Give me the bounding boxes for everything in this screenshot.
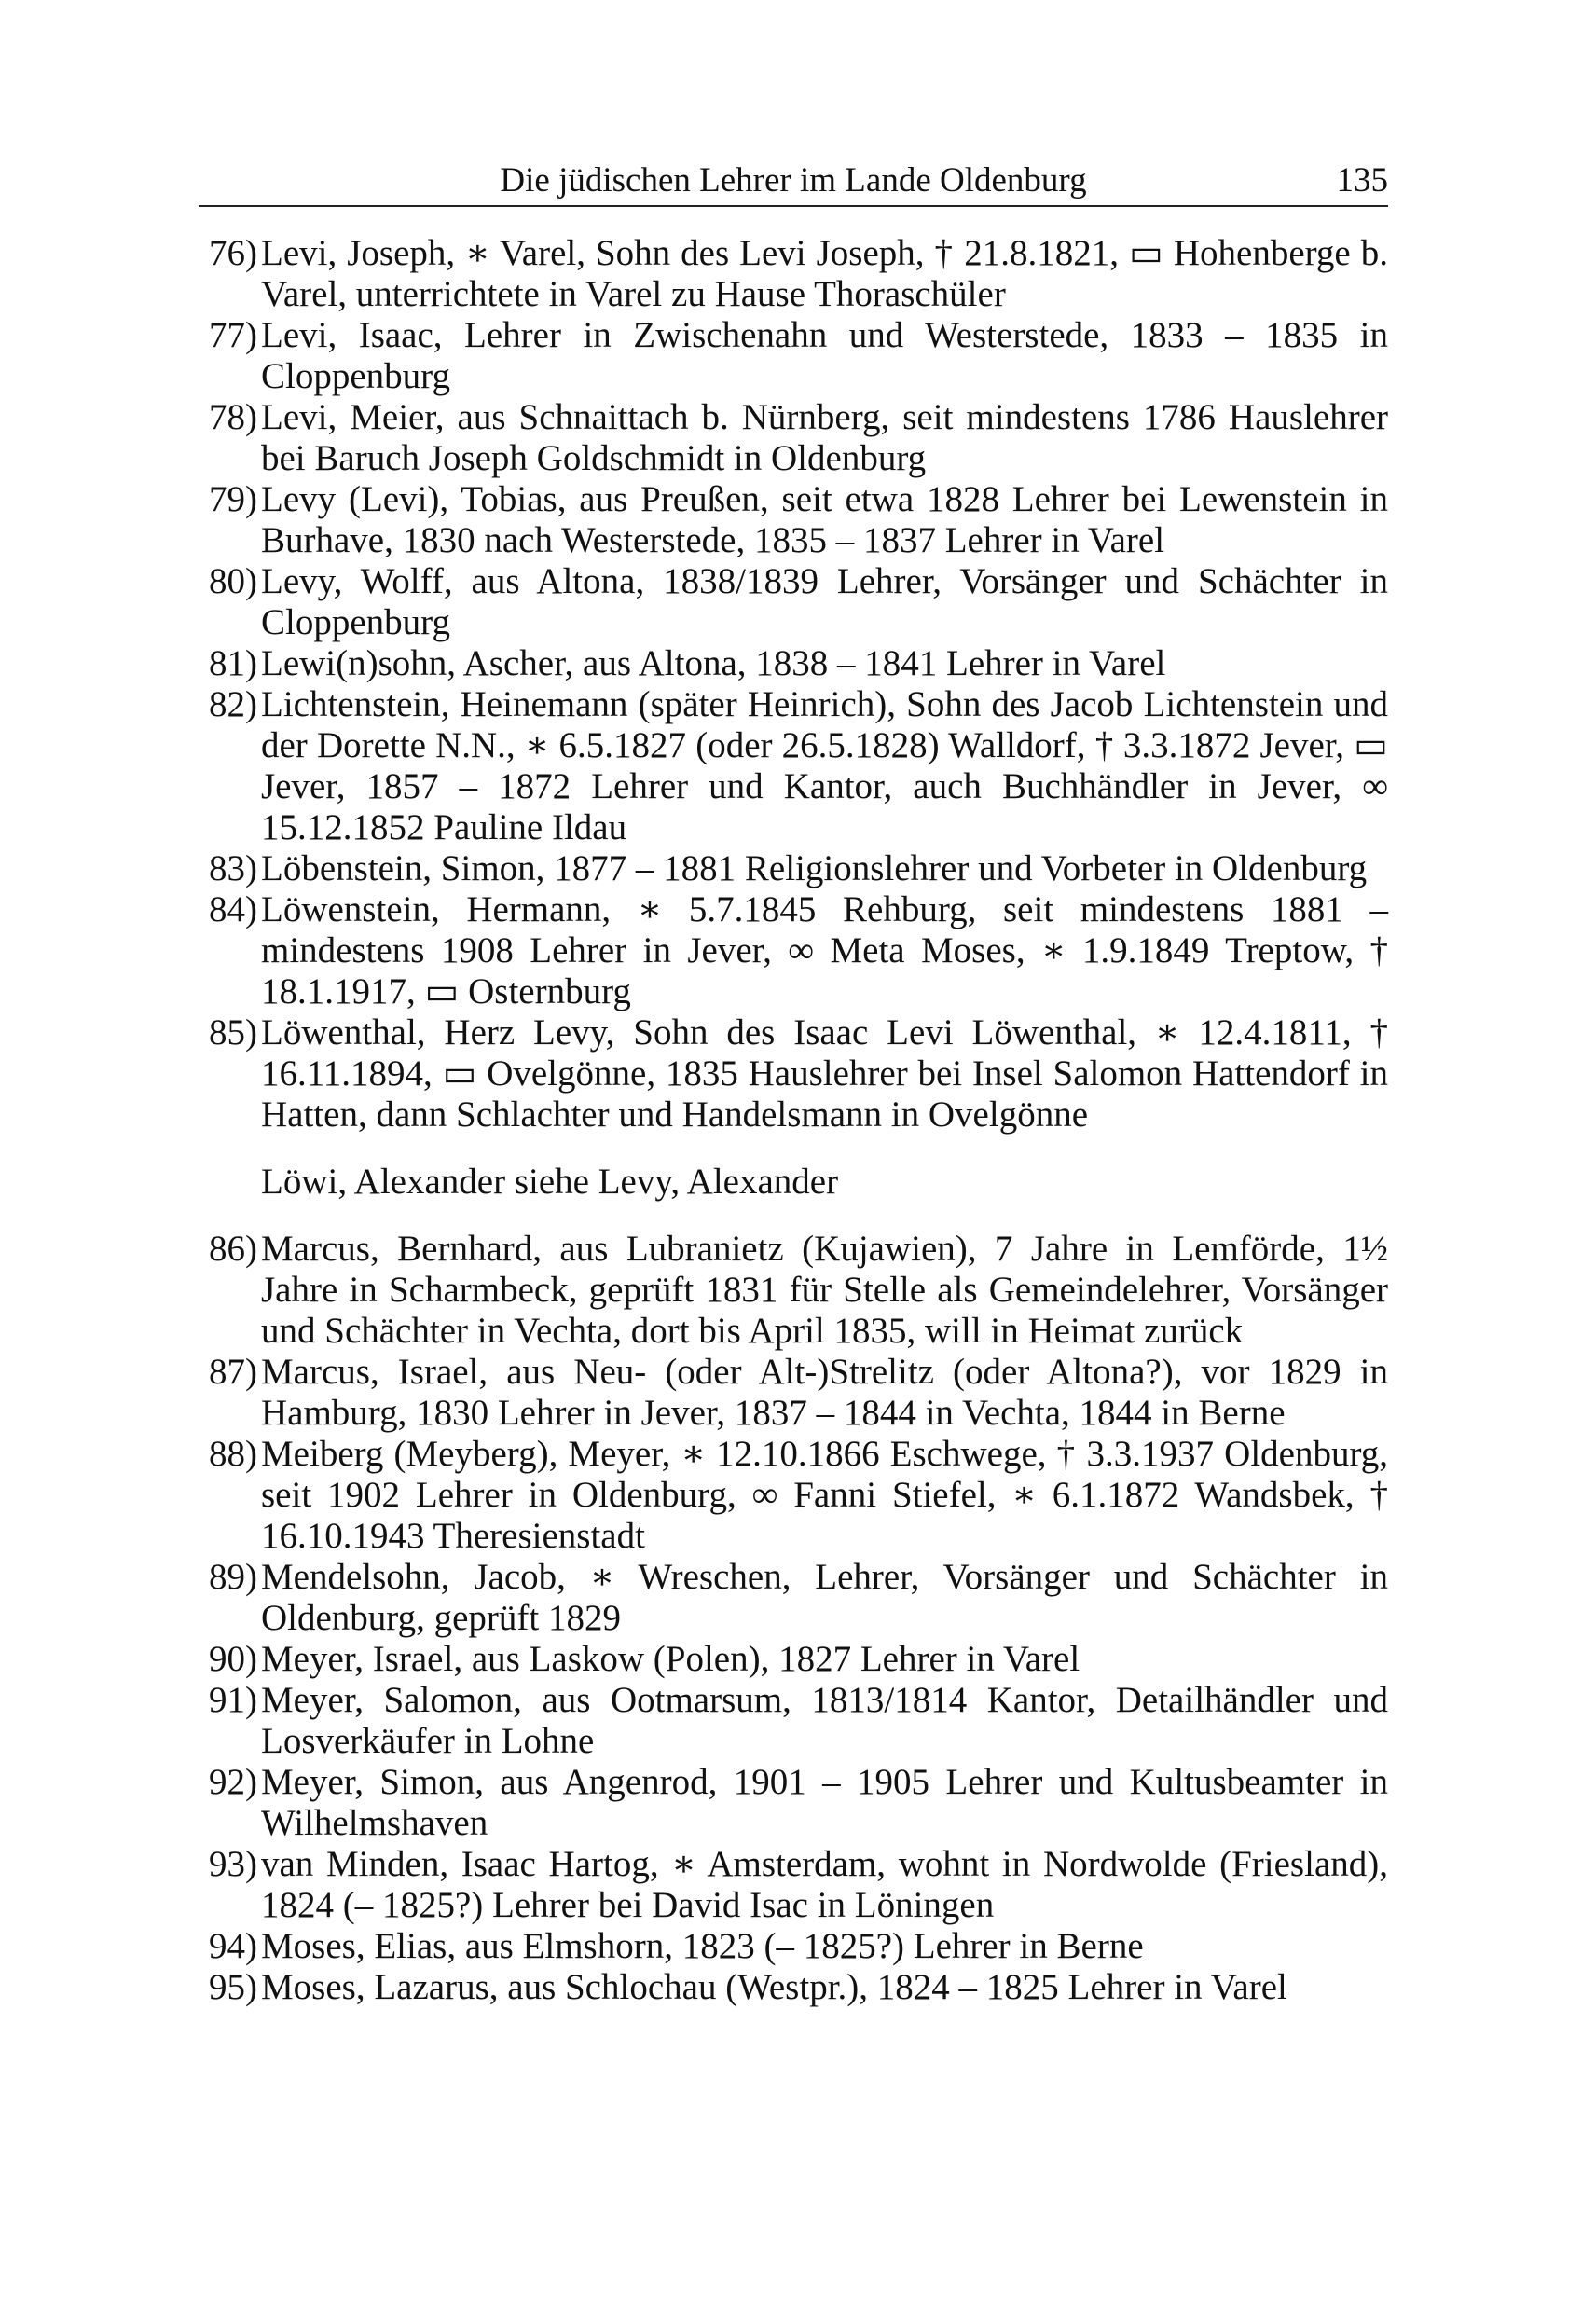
entry-text: Meiberg (Meyberg), Meyer, ∗ 12.10.1866 Eschwege, † 3.3.1937 Oldenburg, seit 1902 Lehrer in Oldenburg, ∞ Fanni Stiefel, ∗ 6.1.1872 Wandsbek, † 16.10.1943 Theresienstadt [261, 1434, 1388, 1556]
entry-text: Meyer, Salomon, aus Ootmarsum, 1813/1814 Kantor, Detailhändler und Losverkäufer in Lohne [261, 1680, 1388, 1761]
entry-number: 93) [209, 1844, 257, 1884]
entry-number: 79) [209, 479, 257, 519]
entry-number: 78) [209, 397, 257, 437]
list-item [199, 1762, 1388, 1844]
entry-text: Meyer, Israel, aus Laskow (Polen), 1827 Lehrer in Varel [261, 1639, 1080, 1679]
entry-number: 95) [209, 1967, 257, 2007]
entry-text: Marcus, Bernhard, aus Lubranietz (Kujawien), 7 Jahre in Lemförde, 1½ Jahre in Scharmbeck, geprüft 1831 für Stelle als Gemeindelehrer, Vorsänger und Schächter in Vechta, dort bis April 1835, will in Heimat zurück [261, 1229, 1388, 1351]
entry-number: 81) [209, 643, 257, 683]
entry-text: Moses, Elias, aus Elmshorn, 1823 (– 1825?) Lehrer in Berne [261, 1926, 1144, 1966]
entry-number: 82) [209, 684, 257, 724]
entry-number: 92) [209, 1762, 257, 1802]
running-header [199, 157, 1388, 207]
entry-text: Levi, Meier, aus Schnaittach b. Nürnberg, seit mindestens 1786 Hauslehrer bei Baruch Joseph Goldschmidt in Oldenburg [261, 397, 1388, 478]
page-number: 135 [1336, 161, 1388, 200]
entry-number: 76) [209, 233, 257, 273]
entry-text: Levi, Joseph, ∗ Varel, Sohn des Levi Joseph, † 21.8.1821, ▭ Hohenberge b. Varel, unterrichtete in Varel zu Hause Thoraschüler [261, 233, 1388, 314]
entry-number: 89) [209, 1557, 257, 1597]
entry-text: Marcus, Israel, aus Neu- (oder Alt-)Strelitz (oder Altona?), vor 1829 in Hamburg, 1830 Lehrer in Jever, 1837 – 1844 in Vechta, 1844 in Berne [261, 1352, 1388, 1433]
list-item [199, 848, 1388, 889]
entry-text: Levy (Levi), Tobias, aus Preußen, seit etwa 1828 Lehrer bei Lewenstein in Burhave, 1830 nach Westerstede, 1835 – 1837 Lehrer in Varel [261, 479, 1388, 560]
entry-number: 84) [209, 889, 257, 929]
list-item [199, 315, 1388, 397]
list-item [199, 479, 1388, 561]
list-item [199, 397, 1388, 479]
entry-text: Lewi(n)sohn, Ascher, aus Altona, 1838 – 1841 Lehrer in Varel [261, 643, 1166, 683]
entry-text: Meyer, Simon, aus Angenrod, 1901 – 1905 Lehrer und Kultusbeamter in Wilhelmshaven [261, 1762, 1388, 1843]
list-item [199, 233, 1388, 315]
list-item [199, 1926, 1388, 1967]
list-item [199, 684, 1388, 848]
entry-number: 86) [209, 1229, 257, 1269]
list-item [199, 1844, 1388, 1926]
entry-number: 90) [209, 1639, 257, 1679]
list-item [199, 1434, 1388, 1557]
entry-number: 80) [209, 561, 257, 601]
entry-text: Levy, Wolff, aus Altona, 1838/1839 Lehrer, Vorsänger und Schächter in Cloppenburg [261, 561, 1388, 642]
entry-text: Levi, Isaac, Lehrer in Zwischenahn und Westerstede, 1833 – 1835 in Cloppenburg [261, 315, 1388, 396]
list-item [199, 1012, 1388, 1135]
entry-number: 77) [209, 315, 257, 355]
list-item [199, 1967, 1388, 2008]
cross-reference: Löwi, Alexander siehe Levy, Alexander [261, 1162, 839, 1202]
list-item [199, 1352, 1388, 1434]
list-item [199, 561, 1388, 643]
list-item [199, 889, 1388, 1012]
entry-number: 88) [209, 1434, 257, 1474]
entry-number: 85) [209, 1012, 257, 1053]
entry-number: 83) [209, 848, 257, 888]
entry-number: 91) [209, 1680, 257, 1720]
list-item [199, 1639, 1388, 1680]
entry-text: Löwenthal, Herz Levy, Sohn des Isaac Levi Löwenthal, ∗ 12.4.1811, † 16.11.1894, ▭ Ovelgönne, 1835 Hauslehrer bei Insel Salomon Hattendorf in Hatten, dann Schlachter und Handelsmann in Ovelgönne [261, 1012, 1388, 1135]
entry-number: 94) [209, 1926, 257, 1966]
running-title: Die jüdischen Lehrer im Lande Oldenburg [500, 161, 1087, 200]
entry-text: van Minden, Isaac Hartog, ∗ Amsterdam, wohnt in Nordwolde (Friesland), 1824 (– 1825?) Lehrer bei David Isac in Löningen [261, 1844, 1388, 1925]
entry-list [199, 233, 1388, 2008]
entry-text: Mendelsohn, Jacob, ∗ Wreschen, Lehrer, Vorsänger und Schächter in Oldenburg, geprüft 1829 [261, 1557, 1388, 1638]
list-item [199, 643, 1388, 684]
entry-text: Löwenstein, Hermann, ∗ 5.7.1845 Rehburg, seit mindestens 1881 – mindestens 1908 Lehrer in Jever, ∞ Meta Moses, ∗ 1.9.1849 Treptow, † 18.1.1917, ▭ Osternburg [261, 889, 1388, 1012]
list-item [199, 1680, 1388, 1762]
list-item [199, 1229, 1388, 1352]
entry-number: 87) [209, 1352, 257, 1392]
list-item [199, 1557, 1388, 1639]
entry-text: Lichtenstein, Heinemann (später Heinrich), Sohn des Jacob Lichtenstein und der Dorette N.N., ∗ 6.5.1827 (oder 26.5.1828) Walldorf, † 3.3.1872 Jever, ▭ Jever, 1857 – 1872 Lehrer und Kantor, auch Buchhändler in Jever, ∞ 15.12.1852 Pauline Ildau [261, 684, 1388, 847]
entry-text: Moses, Lazarus, aus Schlochau (Westpr.), 1824 – 1825 Lehrer in Varel [261, 1967, 1287, 2007]
entry-text: Löbenstein, Simon, 1877 – 1881 Religionslehrer und Vorbeter in Oldenburg [261, 848, 1368, 888]
